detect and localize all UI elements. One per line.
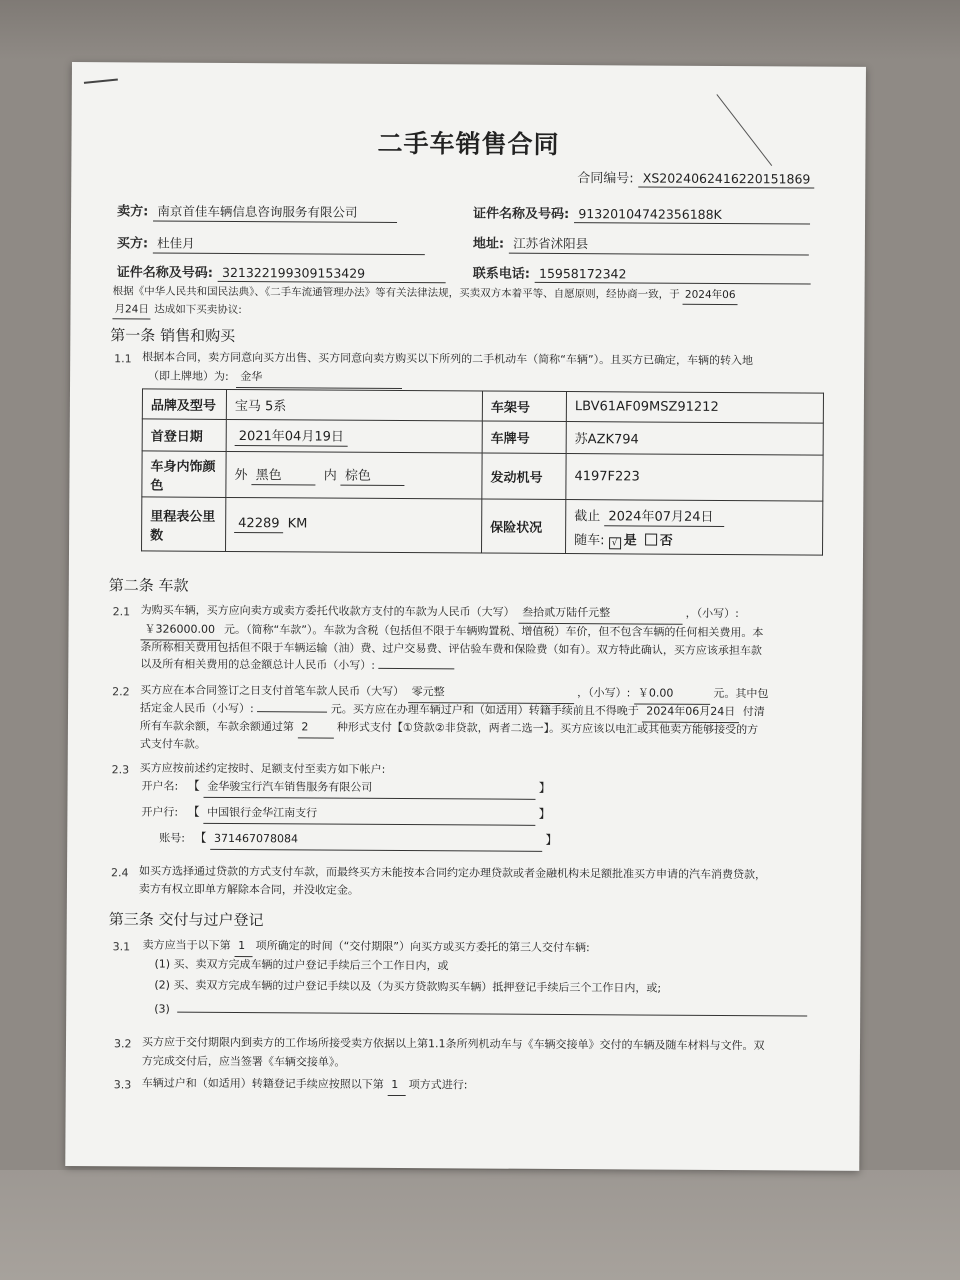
payment-option: 2 <box>297 718 333 738</box>
clause-2-1-text-e: 以及所有相关费用的总金额总计人民币（小写）: <box>140 657 376 672</box>
clause-2-4-number: 2.4 <box>111 866 129 880</box>
mileage-unit: KM <box>287 516 308 532</box>
clause-2-1-number: 2.1 <box>112 605 131 619</box>
contract-number-value: XS2024062416220151869 <box>639 170 815 188</box>
preamble-text: 根据《中华人民共和国民法典》、《二手车流通管理办法》等有关法律法规，买卖双方本着平等、自愿原则，经协商一致，于 <box>112 285 680 301</box>
no-label: 否 <box>659 533 673 549</box>
preamble-rest: 达成如下买卖协议: <box>154 303 242 317</box>
plate-label: 车牌号 <box>482 421 566 454</box>
deposit-blank <box>257 710 327 712</box>
clause-3-3-text-b: 项方式进行: <box>408 1078 468 1092</box>
clause-2-4-line2: 卖方有权立即单方解除本合同，并没收定金。 <box>138 882 359 897</box>
contract-number-label: 合同编号: <box>577 171 634 187</box>
clause-2-2-line4: 式支付车款。 <box>139 737 206 751</box>
transfer-option: 1 <box>387 1076 405 1096</box>
brand-value: 宝马 5系 <box>226 389 482 421</box>
clause-3-1-text-b: 项所确定的时间（“交付期限”）向买方或买方委托的第三人交付车辆: <box>255 939 590 955</box>
price-in-figures: ￥326000.00 <box>140 620 220 640</box>
yes-checkbox[interactable]: √ <box>609 537 621 549</box>
buyer-label: 买方: <box>116 236 149 252</box>
clause-2-1-line3: 条所称相关费用包括但不限于车辆运输（油）费、过户交易费、评估验车费和保险费（如有）。双方特此确认，买方应该承担车款 <box>140 640 762 658</box>
insurance-until-value: 2024年07月24日 <box>604 505 724 527</box>
clause-2-2-text-a: 买方应在本合同签订之日支付首笔车款人民币（大写） <box>140 683 405 699</box>
exterior-label: 外 <box>234 468 248 484</box>
clause-2-1-text-c: 元。（简称“车款”）。车款为含税（包括但不限于车辆购置税、增值税）车价，但不包含车辆的任何相关费用。本 <box>223 622 764 640</box>
clause-3-3-number: 3.3 <box>113 1078 132 1092</box>
first-payment-in-words: 零元整 <box>408 683 574 704</box>
no-checkbox[interactable] <box>645 533 657 545</box>
exterior-value: 黑色 <box>252 464 316 485</box>
bank-value: 中国银行金华江南支行 <box>203 804 535 826</box>
table-row <box>142 497 823 555</box>
clause-1-1-line1: 根据本合同，卖方同意向买方出售、买方同意向卖方购买以下所列的二手机动车（简称“车辆”）。且买方已确定，车辆的转入地 <box>142 350 754 368</box>
interior-label: 内 <box>323 468 337 484</box>
reg-date-value: 2021年04月19日 <box>235 425 348 447</box>
table-row <box>142 451 823 501</box>
article2-heading: 第二条 车款 <box>108 576 189 595</box>
with-car-label: 随车: <box>574 532 605 548</box>
yes-label: 是 <box>623 532 637 548</box>
seller-value: 南京首佳车辆信息咨询服务有限公司 <box>153 202 397 223</box>
clause-2-2-text-d: 括定金人民币（小写）: <box>140 701 254 716</box>
reg-date-label: 首登日期 <box>142 419 226 452</box>
preamble-date-part2: 月24日 <box>112 300 150 319</box>
delivery-option-3 <box>154 1001 807 1023</box>
clause-2-2-text-e: 元。买方应在办理车辆过户和（如适用）转籍手续前且不得晚于 <box>330 702 639 718</box>
engine-label: 发动机号 <box>482 453 566 500</box>
clause-2-1-text-b: ，（小写）: <box>685 606 739 621</box>
clause-3-2-line1: 买方应于交付期限内到卖方的工作场所接受卖方依据以上第1.1条所列机动车与《车辆交接单》交付的车辆及随车材料与文件。双 <box>141 1035 765 1053</box>
page-title: 二手车销售合同 <box>377 128 560 159</box>
clause-2-2-text-c: 元。其中包 <box>713 686 769 701</box>
buyer-value: 杜佳月 <box>153 233 425 255</box>
clause-3-1-number: 3.1 <box>112 940 131 954</box>
color-label: 车身内饰颜色 <box>142 451 226 498</box>
final-payment-date: 2024年06月24日 <box>642 702 739 723</box>
clause-3-2-number: 3.2 <box>113 1037 132 1051</box>
phone-value: 15958172342 <box>535 266 811 285</box>
interior-value: 棕色 <box>341 465 405 486</box>
clause-1-1-line2-text: （即上牌地）为: <box>148 369 229 383</box>
clause-2-3-number: 2.3 <box>111 763 130 777</box>
clause-2-1-text-a: 为购买车辆，买方应向卖方或卖方委托代收款方支付的车款为人民币（大写） <box>140 603 515 619</box>
address-row <box>473 232 809 255</box>
color-cell <box>226 451 482 499</box>
transfer-location: 金华 <box>236 368 402 389</box>
first-payment-in-figures: ￥0.00 <box>634 684 710 704</box>
preamble-line2 <box>112 300 241 320</box>
pen-mark <box>84 79 118 84</box>
with-car-row <box>574 529 814 550</box>
article1-heading: 第一条 销售和购买 <box>110 326 236 346</box>
phone-row <box>473 262 811 284</box>
clause-3-3-text-a: 车辆过户和（如适用）转籍登记手续应按照以下第 <box>141 1076 384 1091</box>
background-table-surface <box>0 1170 960 1280</box>
seller-row <box>117 200 397 223</box>
insurance-cell <box>566 500 823 556</box>
buyer-id-label: 证件名称及号码: <box>116 265 213 281</box>
clause-2-4-line1: 如买方选择通过贷款的方式支付车款，而最终买方未能按本合同约定办理贷款或者金融机构未足额批准买方申请的汽车消费贷款， <box>139 864 767 882</box>
clause-1-1-number: 1.1 <box>114 352 132 366</box>
seller-label: 卖方: <box>117 204 149 220</box>
clause-2-2-text-f: 付清 <box>742 705 765 719</box>
article3-heading: 第三条 交付与过户登记 <box>108 910 264 930</box>
clause-3-3-line1 <box>142 1074 468 1096</box>
fold-line <box>716 94 772 166</box>
clause-3-2-line2: 方完成交付后，应当签署《车辆交接单》。 <box>141 1054 346 1069</box>
total-amount-blank <box>379 667 455 669</box>
contract-number <box>577 167 814 188</box>
phone-label: 联系电话: <box>472 266 530 282</box>
clause-2-2-number: 2.2 <box>112 685 130 699</box>
background-top <box>0 0 960 60</box>
clause-2-2-text-g: 所有车款余额，车款余额通过第 <box>139 719 294 734</box>
clause-2-2-line3 <box>140 717 758 741</box>
insurance-until-label: 截止 <box>574 508 601 524</box>
table-row <box>142 419 823 455</box>
buyer-id-value: 321322199309153429 <box>218 265 446 283</box>
reg-date-cell <box>226 419 482 453</box>
clause-3-1-text-a: 卖方应当于以下第 <box>142 938 231 952</box>
brand-label: 品牌及型号 <box>142 389 226 420</box>
account-label: 账号: <box>159 831 186 845</box>
address-label: 地址: <box>472 236 505 252</box>
delivery-option: 1 <box>234 937 252 957</box>
mileage-value: 42289 <box>234 516 283 533</box>
clause-2-1-line4 <box>140 655 454 675</box>
delivery-option-3-blank <box>177 1011 807 1017</box>
vehicle-spec-table <box>141 388 824 555</box>
insurance-label: 保险状况 <box>482 499 566 554</box>
delivery-option-1: (1) 买、卖双方完成车辆的过户登记手续后三个工作日内，或 <box>154 957 449 973</box>
bank-name-row: 开户名: 【 金华骏宝行汽车销售服务有限公司 】 <box>142 776 551 799</box>
seller-id-value: 91320104742356188K <box>574 206 810 224</box>
seller-id-row <box>473 202 810 224</box>
bank-row: 开户行: 【 中国银行金华江南支行 】 <box>141 802 550 825</box>
clause-1-1-line2 <box>148 367 402 389</box>
contract-paper <box>65 62 866 1171</box>
plate-value: 苏AZK794 <box>566 422 823 456</box>
address-value: 江苏省沭阳县 <box>509 234 809 256</box>
clause-2-2-text-h: 种形式支付【①贷款②非贷款，两者二选一】。买方应该以电汇或其他卖方能够接受的方 <box>336 720 759 737</box>
bank-label: 开户行: <box>141 805 179 819</box>
delivery-option-2: (2) 买、卖双方完成车辆的过户登记手续以及（为买方贷款购买车辆）抵押登记手续后三个工作日内，或; <box>154 978 662 995</box>
delivery-option-3-label: (3) <box>154 1002 170 1016</box>
mileage-cell <box>226 497 482 553</box>
table-row <box>142 389 823 423</box>
vin-label: 车架号 <box>482 391 566 422</box>
preamble-date-part1: 2024年06 <box>683 286 738 305</box>
vin-value: LBV61AF09MSZ91212 <box>566 392 823 424</box>
bank-name-value: 金华骏宝行汽车销售服务有限公司 <box>203 778 535 800</box>
clause-2-2-text-b: ，（小写）: <box>577 686 631 700</box>
mileage-label: 里程表公里数 <box>142 497 226 552</box>
price-in-words: 叁拾贰万陆仟元整 <box>518 604 682 625</box>
clause-2-3-text: 买方应按前述约定按时、足额支付至卖方如下帐户: <box>139 761 386 776</box>
account-value: 371467078084 <box>210 830 542 852</box>
bank-name-label: 开户名: <box>141 779 179 793</box>
engine-value: 4197F223 <box>566 454 823 502</box>
buyer-id-row <box>117 261 446 283</box>
account-row: 账号: 【 371467078084 】 <box>151 828 557 851</box>
buyer-row <box>117 232 425 255</box>
seller-id-label: 证件名称及号码: <box>473 206 570 223</box>
insurance-until-row <box>574 505 814 527</box>
